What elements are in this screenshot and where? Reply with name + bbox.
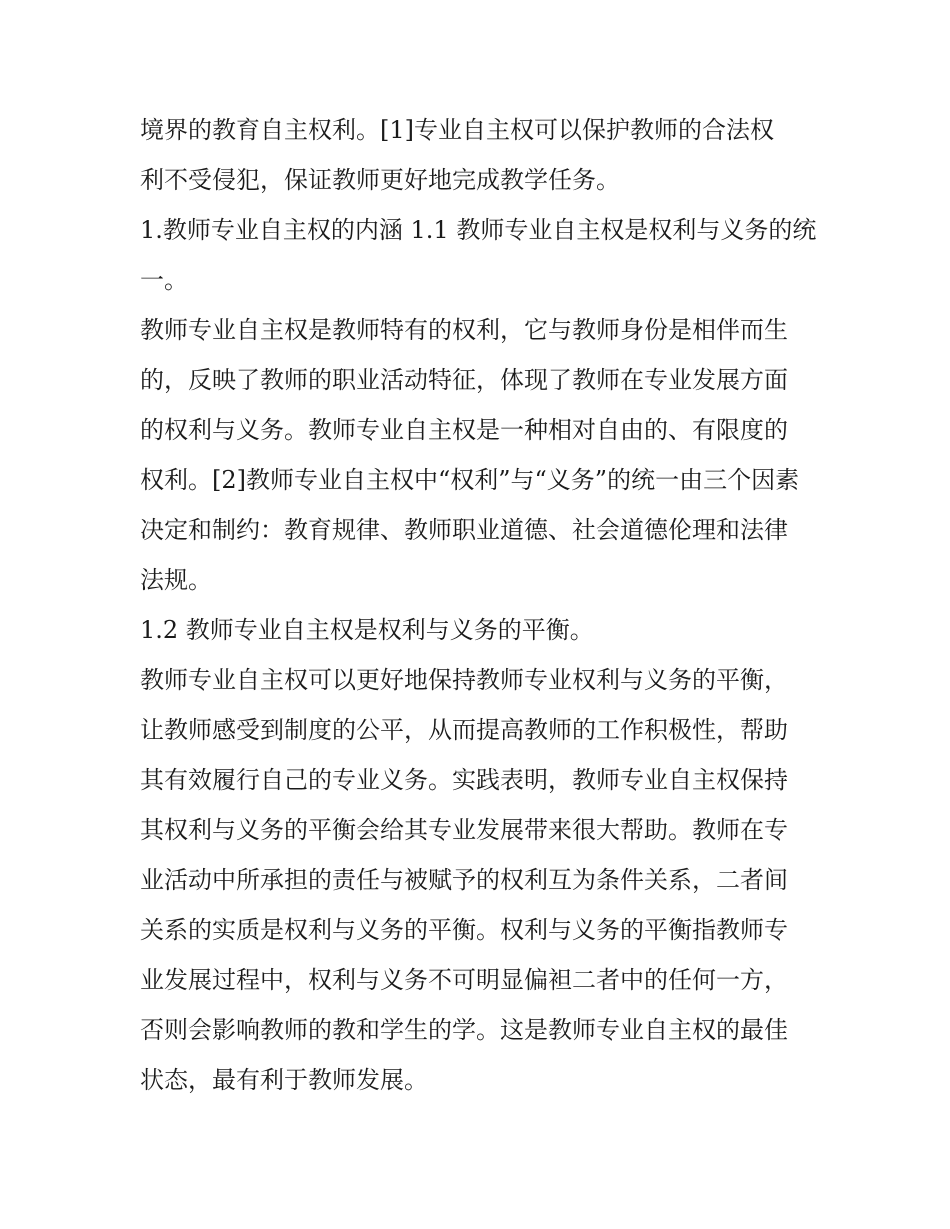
text-line: 其权利与义务的平衡会给其专业发展带来很大帮助。教师在专 [140, 816, 788, 844]
text-line: 其有效履行自己的专业义务。实践表明，教师专业自主权保持 [140, 766, 788, 794]
text-line: 教师专业自主权是教师特有的权利，它与教师身份是相伴而生 [140, 316, 788, 344]
text-line: 让教师感受到制度的公平，从而提高教师的工作积极性，帮助 [140, 716, 788, 744]
text-line: 业发展过程中，权利与义务不可明显偏袒二者中的任何一方， [140, 966, 788, 994]
text-line: 否则会影响教师的教和学生的学。这是教师专业自主权的最佳 [140, 1016, 788, 1044]
heading-line: 一。 [140, 266, 188, 294]
text-line: 权利。[2]教师专业自主权中“权利”与“义务”的统一由三个因素 [140, 466, 800, 494]
text-line: 决定和制约：教育规律、教师职业道德、社会道德伦理和法律 [140, 516, 788, 544]
text-line: 教师专业自主权可以更好地保持教师专业权利与义务的平衡， [140, 666, 788, 694]
text-line: 的权利与义务。教师专业自主权是一种相对自由的、有限度的 [140, 416, 788, 444]
heading-line: 1.教师专业自主权的内涵 1.1 教师专业自主权是权利与义务的统 [140, 216, 817, 244]
text-line: 业活动中所承担的责任与被赋予的权利互为条件关系，二者间 [140, 866, 788, 894]
text-line: 的，反映了教师的职业活动特征，体现了教师在专业发展方面 [140, 366, 788, 394]
text-line: 法规。 [140, 566, 212, 594]
text-line: 关系的实质是权利与义务的平衡。权利与义务的平衡指教师专 [140, 916, 788, 944]
text-line: 境界的教育自主权利。[1]专业自主权可以保护教师的合法权 [140, 116, 774, 144]
text-line: 状态，最有利于教师发展。 [140, 1066, 428, 1094]
heading-line: 1.2 教师专业自主权是权利与义务的平衡。 [140, 616, 594, 644]
text-line: 利不受侵犯，保证教师更好地完成教学任务。 [140, 166, 620, 194]
